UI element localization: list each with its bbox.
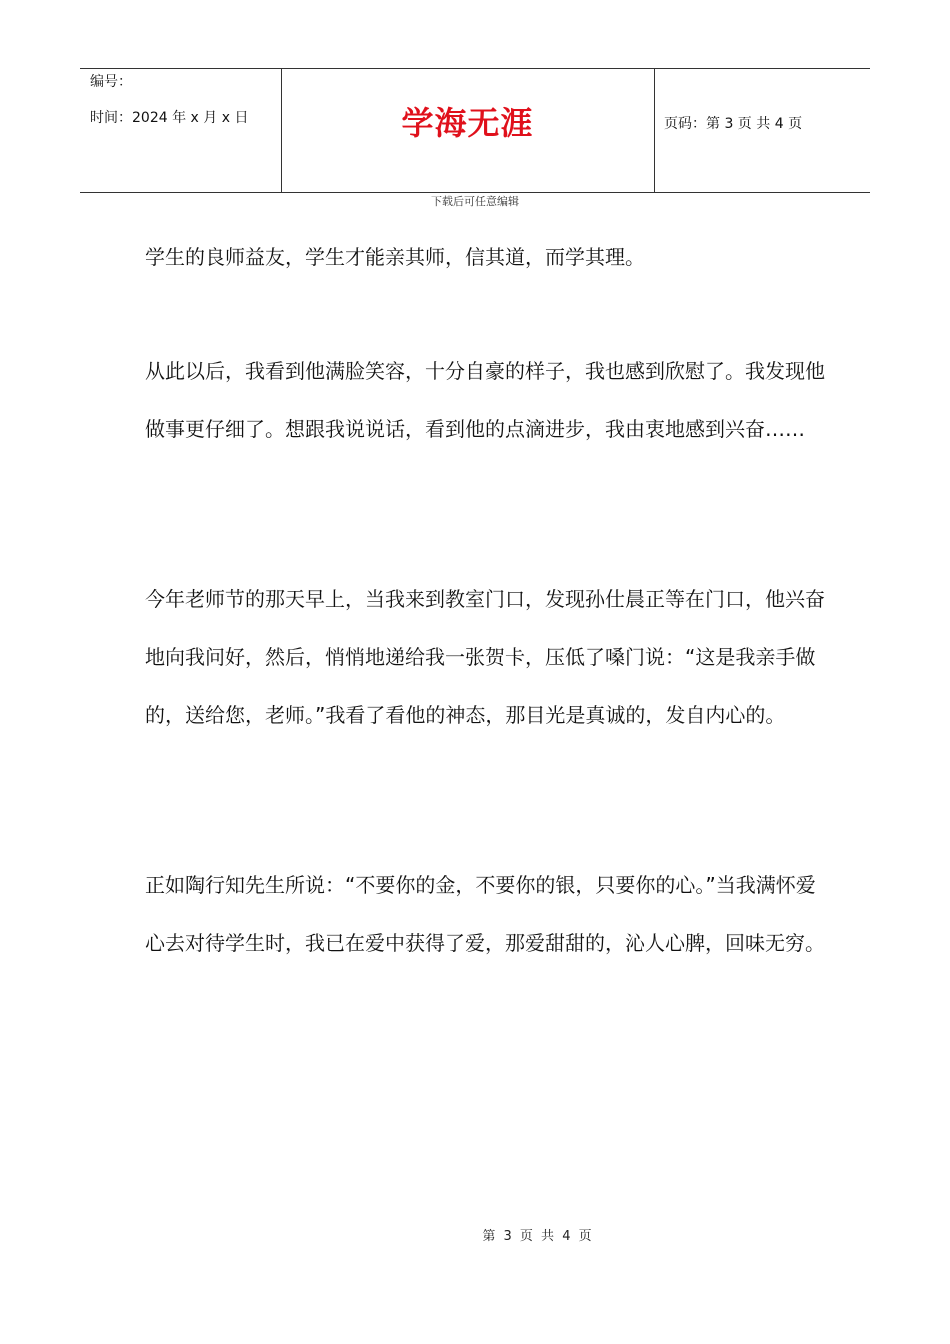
body-paragraph <box>145 570 835 744</box>
body-paragraph <box>145 228 835 286</box>
header-divider-right <box>654 69 655 192</box>
paragraph-text: 正如陶行知先生所说：“不要你的金，不要你的银，只要你的心。”当我满怀爱心去对待学生时，我已在爱中获得了爱，那爱甜甜的，沁人心脾，回味无穷。 <box>145 873 825 955</box>
page-number-label: 页码：第 3 页 共 4 页 <box>664 116 803 132</box>
download-note: 下载后可任意编辑 <box>431 195 519 208</box>
paragraph-text: 学生的良师益友，学生才能亲其师，信其道，而学其理。 <box>145 245 645 269</box>
document-time-label: 时间：2024 年 x 月 x 日 <box>90 110 249 126</box>
paragraph-text: 从此以后，我看到他满脸笑容，十分自豪的样子，我也感到欣慰了。我发现他做事更仔细了。想跟我说说话，看到他的点滴进步，我由衷地感到兴奋…… <box>145 359 825 441</box>
header-table <box>80 68 870 193</box>
document-number-label: 编号： <box>90 74 132 90</box>
document-title: 学海无涯 <box>401 104 534 142</box>
paragraph-text: 今年老师节的那天早上，当我来到教室门口，发现孙仕晨正等在门口，他兴奋地向我问好，然后，悄悄地递给我一张贺卡，压低了嗓门说：“这是我亲手做的，送给您，老师。”我看了看他的神态，那目光是真诚的，发自内心的。 <box>145 587 825 727</box>
body-paragraph <box>145 856 835 972</box>
body-paragraph <box>145 342 835 458</box>
page-footer <box>0 1229 950 1245</box>
footer-page-number: 第 3 页 共 4 页 <box>482 1229 594 1244</box>
